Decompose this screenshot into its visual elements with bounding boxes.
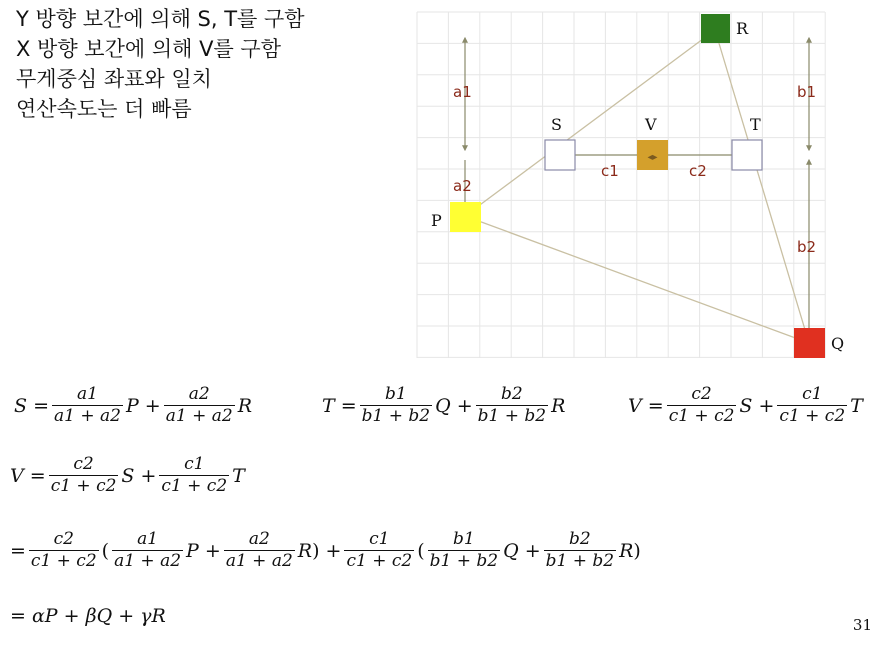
label-a1: a1: [453, 83, 472, 101]
label-v: V: [645, 115, 657, 134]
point-p-box: [450, 202, 481, 232]
point-r-box: [701, 14, 730, 43]
bullet-3: 무게중심 좌표와 일치: [16, 67, 212, 91]
grid: [417, 12, 825, 358]
label-b2: b2: [797, 238, 817, 256]
bullet-list: [16, 4, 305, 124]
v-inner-arrows: ◂▸: [647, 152, 658, 163]
label-b1: b1: [797, 83, 817, 101]
label-s: S: [551, 115, 562, 134]
equation-v: V = $\frac{c2}{c1 + c2}$ S + $\frac{c1}{c1 + c2}$ T: [628, 384, 863, 426]
edge-p-r: [465, 30, 715, 216]
derivation-line-1: V = $\frac{c2}{c1 + c2}$ S + $\frac{c1}{c1 + c2}$ T: [10, 454, 245, 496]
bullet-1: Y 방향 보간에 의해 S, T를 구함: [16, 7, 305, 31]
label-q: Q: [831, 334, 845, 353]
page-number: 31: [852, 616, 872, 634]
derivation-line-3: = αP + βQ + γR: [10, 605, 166, 627]
point-s-box: [545, 140, 575, 170]
point-t-box: [732, 140, 762, 170]
label-c1: c1: [601, 162, 619, 180]
point-q-box: [794, 328, 825, 358]
equation-t: T = $\frac{b1}{b1 + b2}$ Q + $\frac{b2}{b1 + b2}$ R: [322, 384, 566, 426]
bullet-4: 연산속도는 더 빠름: [16, 97, 192, 121]
label-r: R: [736, 19, 749, 38]
label-p: P: [431, 211, 442, 230]
label-c2: c2: [689, 162, 707, 180]
equation-s: S = $\frac{a1}{a1 + a2}$ P + $\frac{a2}{a1 + a2}$ R: [14, 384, 252, 426]
label-a2: a2: [453, 177, 472, 195]
label-t: T: [750, 115, 761, 134]
derivation-line-2: = $\frac{c2}{c1 + c2}$ ( $\frac{a1}{a1 + a2}$ P + $\frac{a2}{a1 + a2}$ R ) + $\frac{c1}{c1 + c2}$ ( $\frac{b1}{b1 + b2}$ Q + $\frac{b2}{b1 + b2}$ R ): [10, 529, 641, 571]
bullet-2: X 방향 보간에 의해 V를 구함: [16, 37, 281, 61]
interpolation-diagram: [405, 0, 896, 365]
